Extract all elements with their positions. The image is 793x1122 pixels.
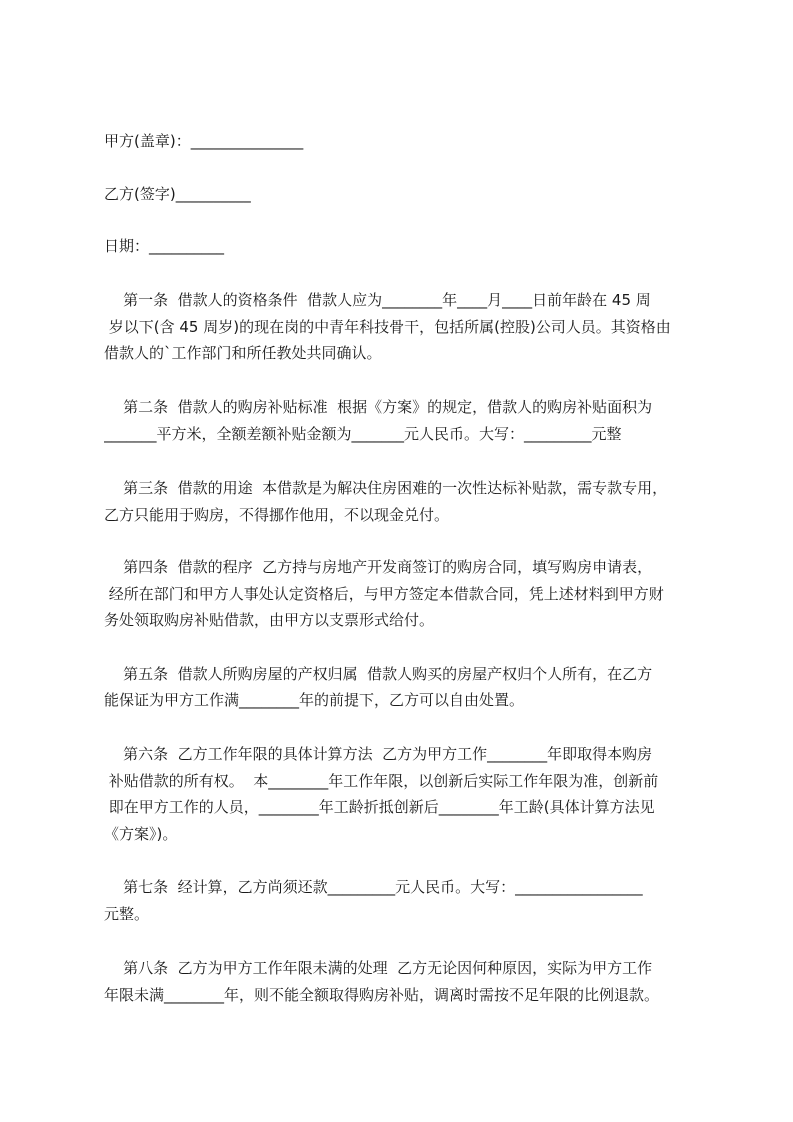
- clause-5-line-2: 能保证为甲方工作满________年的前提下，乙方可以自由处置。: [104, 691, 525, 709]
- clause-6-line-3: 即在甲方工作的人员，________年工龄折抵创新后________年工龄(具体计算方法见: [104, 798, 655, 816]
- clause-8-line-2: 年限未满________年，则不能全额取得购房补贴，调离时需按不足年限的比例退款。: [104, 986, 660, 1004]
- clause-4-line-1: 第四条 借款的程序 乙方持与房地产开发商签订的购房合同，填写购房申请表，: [104, 558, 653, 576]
- party-b-signature-line: 乙方(签字)__________: [104, 185, 251, 203]
- clause-6-line-4: 《方案》)。: [104, 825, 178, 843]
- date-line: 日期：__________: [104, 237, 225, 255]
- party-a-signature-line: 甲方(盖章)：_______________: [104, 132, 304, 150]
- clause-2-line-2: _______平方米，全额差额补贴金额为_______元人民币。大写：_________元整: [104, 425, 622, 443]
- clause-1-line-3: 借款人的`工作部门和所任教处共同确认。: [104, 344, 382, 362]
- clause-8-line-1: 第八条 乙方为甲方工作年限未满的处理 乙方无论因何种原因，实际为甲方工作: [104, 959, 653, 977]
- clause-3-line-2: 乙方只能用于购房，不得挪作他用，不以现金兑付。: [104, 506, 450, 524]
- clause-3-line-1: 第三条 借款的用途 本借款是为解决住房困难的一次性达标补贴款，需专款专用，: [104, 479, 668, 497]
- clause-4-line-2: 经所在部门和甲方人事处认定资格后，与甲方签定本借款合同，凭上述材料到甲方财: [104, 585, 664, 603]
- clause-1-line-1: 第一条 借款人的资格条件 借款人应为________年____月____日前年龄在 45 周: [104, 291, 651, 309]
- clause-5-line-1: 第五条 借款人所购房屋的产权归属 借款人购买的房屋产权归个人所有，在乙方: [104, 665, 653, 683]
- clause-2-line-1: 第二条 借款人的购房补贴标准 根据《方案》的规定，借款人的购房补贴面积为: [104, 398, 653, 416]
- clause-4-line-3: 务处领取购房补贴借款，由甲方以支票形式给付。: [104, 611, 435, 629]
- clause-1-line-2: 岁以下(含 45 周岁)的现在岗的中青年科技骨干，包括所属(控股)公司人员。其资格由: [104, 318, 671, 336]
- clause-7-line-2: 元整。: [104, 905, 150, 923]
- clause-6-line-2: 补贴借款的所有权。 本________年工作年限，以创新后实际工作年限为准，创新前: [104, 772, 659, 790]
- clause-6-line-1: 第六条 乙方工作年限的具体计算方法 乙方为甲方工作________年即取得本购房: [104, 745, 653, 763]
- clause-7-line-1: 第七条 经计算，乙方尚须还款_________元人民币。大写：_________________: [104, 878, 643, 896]
